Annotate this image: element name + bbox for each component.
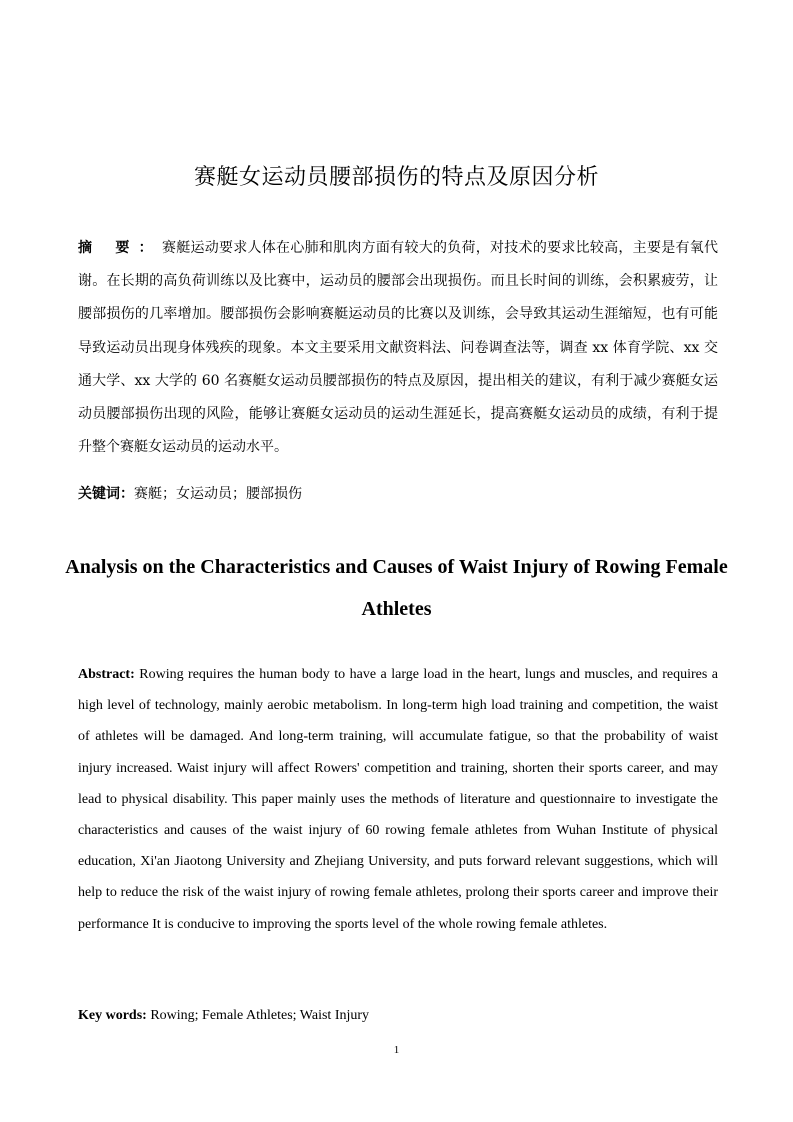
abstract-english — [78, 659, 718, 940]
abstract-chinese — [78, 232, 718, 464]
page-number: 1 — [393, 1044, 400, 1056]
abstract-english-text: Rowing requires the human body to have a large load in the heart, lungs and muscles, and requires a high level of technology, mainly aerobic metabolism. In long-term high load training and competition, the waist of athletes will be damaged. And long-term training, will accumulate fatigue, so that the probability of waist injury increased. Waist injury will affect Rowers' competition and training, shorten their sports career, and may lead to physical disability. This paper mainly uses the methods of literature and questionnaire to investigate the characteristics and causes of the waist injury of 60 rowing female athletes from Wuhan Institute of physical education, Xi'an Jiaotong University and Zhejiang University, and puts forward relevant suggestions, which will help to reduce the risk of the waist injury of rowing female athletes, prolong their sports career and improve their performance It is conducive to improving the sports level of the whole rowing female athletes. — [78, 667, 718, 932]
abstract-english-label: Abstract: — [78, 667, 135, 682]
abstract-chinese-text: 赛艇运动要求人体在心肺和肌肉方面有较大的负荷，对技术的要求比较高，主要是有氧代谢。在长期的高负荷训练以及比赛中，运动员的腰部会出现损伤。而且长时间的训练，会积累疲劳，让腰部损伤的几率增加。腰部损伤会影响赛艇运动员的比赛以及训练，会导致其运动生涯缩短，也有可能导致运动员出现身体残疾的现象。本文主要采用文献资料法、问卷调查法等，调查 xx 体育学院、xx 交通大学、xx 大学的 60 名赛艇女运动员腰部损伤的特点及原因，提出相关的建议，有利于减少赛艇女运动员腰部损伤出现的风险，能够让赛艇女运动员的运动生涯延长，提高赛艇女运动员的成绩，有利于提升整个赛艇女运动员的运动水平。 — [78, 240, 719, 456]
keywords-english-label: Key words: — [78, 1008, 147, 1023]
keywords-english — [78, 1004, 718, 1028]
page-title-english: Analysis on the Characteristics and Causes of Waist Injury of Rowing Female Athletes — [65, 556, 728, 620]
keywords-chinese — [78, 482, 718, 506]
keywords-chinese-label: 关键词： — [78, 486, 134, 502]
page-title-chinese: 赛艇女运动员腰部损伤的特点及原因分析 — [193, 165, 599, 190]
keywords-chinese-text: 赛艇；女运动员；腰部损伤 — [134, 486, 302, 502]
keywords-english-text: Rowing; Female Athletes; Waist Injury — [146, 1008, 370, 1023]
abstract-chinese-label: 摘 要： — [78, 240, 162, 256]
